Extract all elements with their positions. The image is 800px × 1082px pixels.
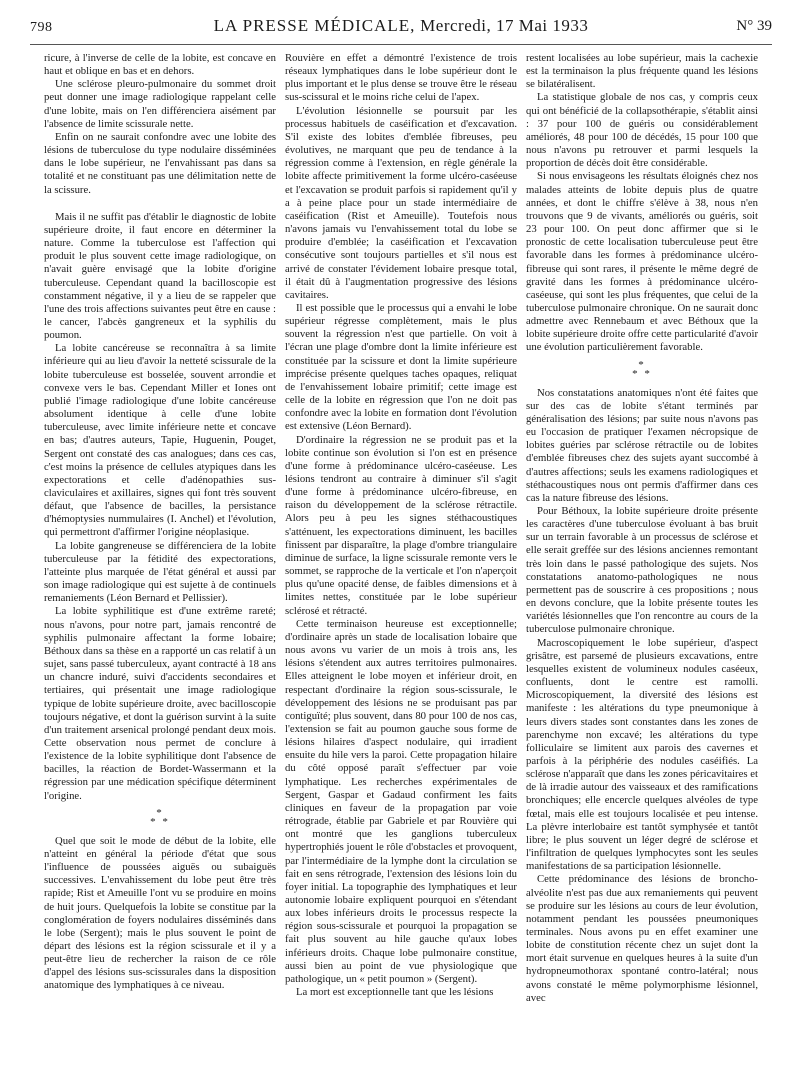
paragraph: Mais il ne suffit pas d'établir le diagnostic de lobite supérieure droite, il faut encore en déterminer la nature. Comme la tuberculose est l'affection qui produit le plus souvent cette image radiologique, on n'avait guère envisagé que la lobite d'origine tuberculeuse. Cependant quand la bacilloscopie est constamment négative, il y a lieu de se rappeler que l'une des trois affections suivantes peut être en cause : le cancer, l'abcès gangreneux et la syphilis du poumon. — [44, 210, 276, 342]
paragraph: L'évolution lésionnelle se poursuit par les processus habituels de caséification et d'excavation. S'il existe des lobites d'emblée fibreuses, peu évolutives, ne marquant que peu de tendance à la régression comme à l'extension, en règle générale la lobite affecte primitivement la forme ulcéro-caséeuse et l'excavation se produit parfois si rapidement qu'il y a à peine place pour un stade intermédiaire de caséification (Rist et Ameuille). Toutefois nous n'avons jamais vu l'envahissement total du lobe se produire d'emblée; la caséification et l'excavation consécutive sont toujours partielles et s'il nous est arrivé de constater l'évidement lobaire presque total, il était dû à l'augmentation progressive des lésions cavitaires. — [285, 104, 517, 301]
page-number: 798 — [30, 20, 53, 35]
column-1 — [44, 52, 276, 993]
paragraph: Cette terminaison heureuse est exceptionnelle; d'ordinaire après un stade de localisation lobaire que nous avons vu varier de un mois à trois ans, les lésions s'étendent aux autres territoires pulmonaires. Elles atteignent le lobe moyen et inférieur droit, en respectant d'ordinaire la région sous-scissurale, le développement des lésions ne se produisant pas par contiguïté; plus souvent, dans 80 pour 100 de nos cas, l'extension se fait au poumon gauche sous forme de lésions hilaires d'aspect nodulaire, qui irradient ensuite du hile vers la paroi. Cette propagation hilaire du côté opposé paraît s'effectuer par voie lymphatique. Les recherches expérimentales de Sergent, Gaspar et Gadaud confirment les faits cliniques en faveur de la propagation par voie rétrograde, établie par Gabriele et par Rouvière qui ont montré que les ganglions tuberculeux hypertrophiés jouent le rôle d'obstacles et provoquent, par l'intermédiaire de la lymphe dont la circulation se fait en sens rétrograde, l'extension des lésions loin du foyer initial. La topographie des lymphatiques et leur autonomie lobaire expliquent pourquoi en s'étendant aux lobes inférieurs droits le processus respecte la région sous-scissurale et pourquoi la propagation se fait plus souvent au hile gauche qu'aux lobes inférieurs droits. Chaque lobe pulmonaire constitue, aussi bien au point de vue physiologique que pathologique, un « petit poumon » (Sergent). — [285, 617, 517, 985]
journal-name: LA PRESSE MÉDICALE, — [213, 16, 416, 35]
paragraph: Rouvière en effet a démontré l'existence de trois réseaux lymphatiques dans le lobe supérieur dont le plus important et le plus dense se trouve être le réseau sus-scissural et le moins riche celui de l'apex. — [285, 52, 517, 104]
column-2 — [285, 52, 517, 999]
paragraph: La lobite gangreneuse se différenciera de la lobite tuberculeuse par la fétidité des expectorations, l'atteinte plus marquée de l'état général et aussi par son image radiologique qui est sujette à de continuels remaniements (Léon Bernard et Pellissier). — [44, 539, 276, 605]
paragraph: La mort est exceptionnelle tant que les lésions — [296, 986, 494, 999]
header-rule — [30, 44, 772, 45]
paragraph: Nos constatations anatomiques n'ont été faites que sur des cas de lobite s'étant terminés par généralisation des lésions; par suite nous n'avons pas eu l'occasion de pratiquer l'examen nécropsique de lobites guéries par sclérose rétractile ou de lobites d'emblée fibreuses chez des sujets ayant succombé à d'autres affections; seuls les examens radiologiques et stéthacoustiques nous ont permis d'affirmer dans ces cas la nature fibreuse des lésions. — [526, 386, 758, 504]
paragraph: ricure, à l'inverse de celle de la lobite, est concave en haut et oblique en bas et en dehors. — [44, 52, 276, 78]
section-asterism: * * * — [150, 806, 170, 828]
paragraph: Si nous envisageons les résultats éloignés chez nos malades atteints de lobite depuis plus de quatre années, et dont le chiffre s'élève à 38, nous n'en trouvons que 9 de vivants, améliorés ou guéris, soit 23 pour 100. On peut donc affirmer que si le pronostic de cette localisation tuberculeuse peut être favorable dans les formes à prédominance ulcéro-fibreuse qui sont rares, il présente le même degré de gravité dans les formes à prédominance ulcéro-caséeuse, qui sont les plus fréquentes, que celui de la tuberculose pulmonaire chronique. On ne saurait donc admettre avec Rennebaum et avec Béthoux que la lobite supérieure droite offre cette particularité d'avoir une évolution particulièrement favorable. — [526, 170, 758, 354]
paragraph: La statistique globale de nos cas, y compris ceux qui ont bénéficié de la collapsothérapie, s'établit ainsi : 37 pour 100 de guéris ou considérablement améliorés, 48 pour 100 de décédés, 15 pour 100 que nous n'avons pu retrouver et parmi lesquels la proportion de décès doit être considérable. — [526, 91, 758, 170]
paragraph: Macroscopiquement le lobe supérieur, d'aspect grisâtre, est parsemé de plusieurs excavations, entre lesquelles existent de volumineux nodules caséeux, confluents, dont le centre est ramolli. Microscopiquement, la diversité des lésions est manifeste : les altérations du type pneumonique à leurs divers stades sont constantes dans les zones de parenchyme non excavé; les altérations du type folliculaire se limitent aux parois des cavernes et parfois à la périphérie des nodules caséifiés. La sclérose n'apparaît que dans les zones péricavitaires et de là irradie autour des vaisseaux et des ramifications bronchiques; elle encercle quelques alvéoles de type fœtal, mais elle est toujours localisée et peu intense. La plèvre interlobaire est tantôt symphysée et tantôt libre; le plus souvent un léger degré de sclérose et l'infiltration de quelques lymphocytes sont les seules manifestations de sa participation lésionnelle. — [526, 636, 758, 873]
paragraph: Quel que soit le mode de début de la lobite, elle n'atteint en général la période d'état que sous l'influence de poussées aiguës ou subaiguës successives. L'envahissement du lobe peut être très rapide; Rist et Ameuille l'ont vu se produire en moins de huit jours. Quelquefois la lobite se constitue par la conglomération de foyers nodulaires disséminés dans le lobe (Sergent); mais le plus souvent le point de départ des lésions est la région scissurale et il y a peut-être lieu de rechercher la raison de ce rôle d'appel des lésions sus-scissurales dans la disposition anatomique des lymphatiques à ce niveau. — [44, 834, 276, 992]
paragraph: Cette prédominance des lésions de broncho-alvéolite n'est pas due aux remaniements qui peuvent se produire sur les lésions au cours de leur évolution, notamment pendant les poussées pneumoniques terminales. Nous avons pu en effet examiner une lobite de constitution récente chez un sujet dont la mort était survenue en quelques heures à la suite d'un hydropneumothorax spontané contro-latéral; nous avons constaté le même polymorphisme lésionnel, avec — [526, 873, 758, 1004]
section-asterism: * * * — [632, 358, 652, 380]
column-3 — [526, 52, 758, 1005]
paragraph: restent localisées au lobe supérieur, mais la cachexie est la terminaison la plus fréquente quand les lésions se bilatéralisent. — [526, 52, 758, 91]
paragraph: Une sclérose pleuro-pulmonaire du sommet droit peut donner une image radiologique rappelant celle d'une lobite, mais on l'en différenciera aisément par l'absence de limite scissurale nette. — [44, 78, 276, 130]
paragraph: Pour Béthoux, la lobite supérieure droite présente les caractères d'une tuberculose évoluant à bas bruit sur un terrain favorable à un processus de sclérose et elle serait greffée sur des lésions anciennes remontant très loin dans le passé pathologique des sujets. Nos constatations anatomo-pathologiques ne nous permettent pas de souscrire à ces propositions ; nous en devons conclure, que la lobite présente toutes les variétés lésionnelles que l'on rencontre au cours de la tuberculose pulmonaire chronique. — [526, 505, 758, 636]
paragraph: Enfin on ne saurait confondre avec une lobite des lésions de tuberculose du type nodulaire disséminées dans le lobe supérieur, ne l'envahissant pas dans sa totalité et ne constituant pas une délimitation nette de la scissure. — [44, 130, 276, 196]
issue-number: N° 39 — [736, 18, 772, 34]
issue-date: Mercredi, 17 Mai 1933 — [420, 16, 589, 35]
paragraph: Il est possible que le processus qui a envahi le lobe supérieur régresse complètement, mais le plus souvent la régression n'est que partielle. On voit à l'écran une plage d'ombre dont la limite inférieure est constituée par la scissure et dont la limite supérieure imprécise présente quelques taches opaques, reliquat de l'envahissement lobaire primitif; cette image est celle de la lobite en régression que l'on ne doit pas confondre avec la lobite en formation dont l'évolution est extensive (Léon Bernard). — [285, 301, 517, 433]
page-header — [30, 8, 772, 42]
running-title — [30, 16, 772, 36]
paragraph: La lobite cancéreuse se reconnaîtra à sa limite inférieure qui au lieu d'avoir la netteté scissurale de la lobite tuberculeuse est bosselée, souvent arrondie et convexe vers le bas. Cependant Miller et Iones ont publié l'image radiologique d'une lobite cancéreuse absolument identique à celle d'une lobite tuberculeuse, avec limite inférieure nette et concave en bas; d'autres auteurs, Tapie, Huguenin, Pouget, Sergent ont constaté des cas analogues; dans ces cas, c'est moins la présence de cellules atypiques dans les expectorations et celle d'adénopathies sus-claviculaires et axillaires, signes qui font très souvent défaut, que l'absence de bacilles, la persistance d'hémoptysies nummulaires (I. Anchel) et l'évolution, qui permettront d'affirmer l'origine néoplasique. — [44, 342, 276, 539]
paragraph: D'ordinaire la régression ne se produit pas et la lobite continue son évolution si l'on est en présence d'une forme à prédominance ulcéro-caséeuse. Les lésions tendront au contraire à diminuer s'il s'agit d'une forme à prédominance ulcéro-fibreuse, en raison du développement de la sclérose rétractile. Alors peu à peu les signes stéthacoustiques s'atténuent, les expectorations diminuent, les bacilles finissent par disparaître, la plage d'ombre triangulaire diminue de surface, la ligne scissurale remonte vers le sommet, se rapproche de la verticale et l'on n'aperçoit plus qu'une opacité dense, de faibles dimensions et à limites nettes, constituée par le lobe supérieur sclérosé et rétracté. — [285, 433, 517, 617]
paragraph: La lobite syphilitique est d'une extrême rareté; nous n'avons, pour notre part, jamais rencontré de syphilis pulmonaire affectant la forme lobaire; Béthoux dans sa thèse en a rapporté un cas relatif à un sujet, sans passé tuberculeux, ayant contracté à 18 ans un chancre induré, suivi d'accidents secondaires et tertiaires, qui présentait une image radiologique typique de lobite supérieure droite, avec bacilloscopie toujours négative, et dont la guérison survint à la suite d'un traitement arsenical prolongé pendant deux mois. Cette observation nous permet de conclure à l'existence de la lobite syphilitique dont l'absence de bacilles, la réaction de Bordet-Wassermann et la régression par une médication spécifique déterminent l'origine. — [44, 605, 276, 802]
